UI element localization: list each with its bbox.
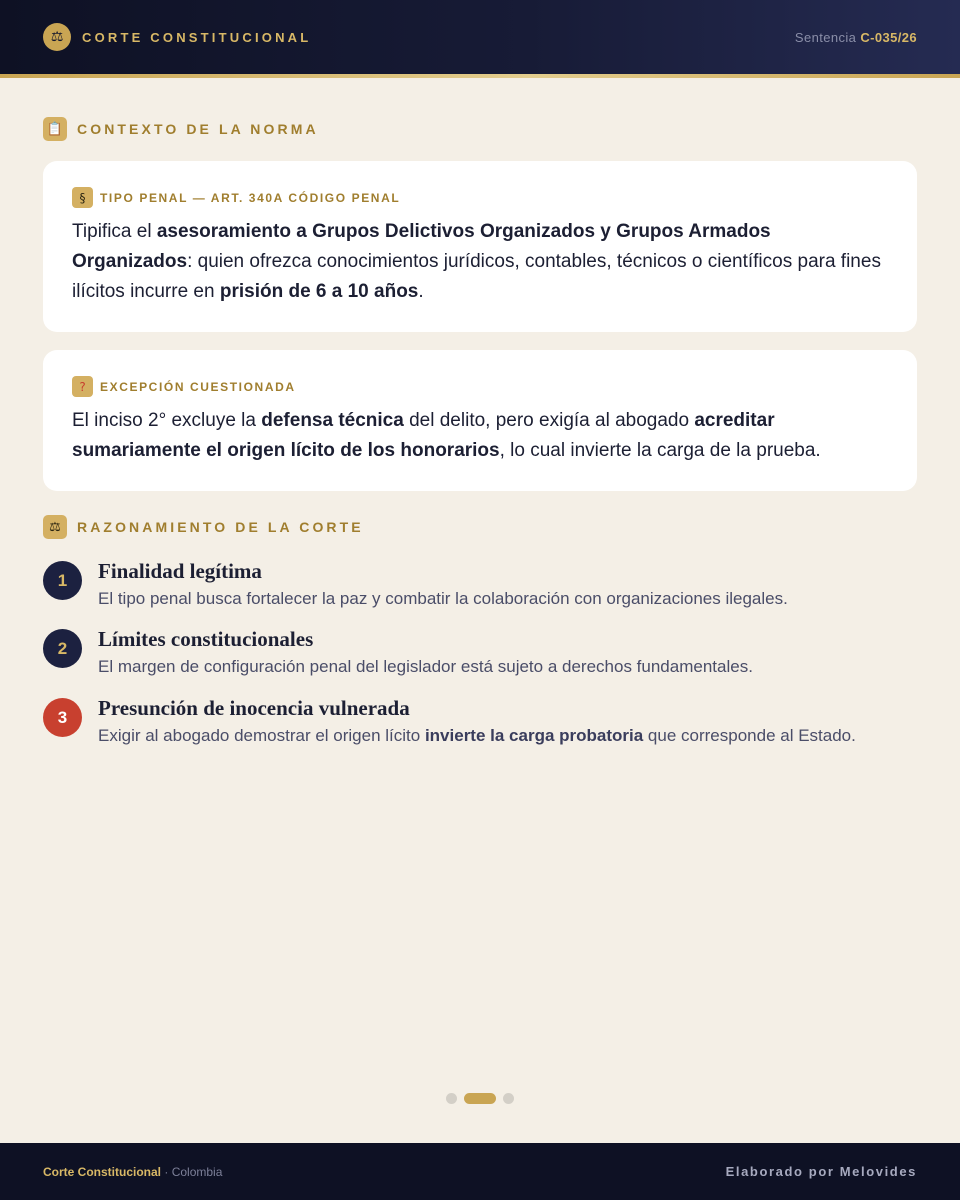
text-run: Tipifica el (72, 221, 157, 242)
item-description: El margen de configuración penal del legislador está sujeto a derechos fundamentales. (98, 657, 753, 676)
top-header (0, 0, 960, 74)
card-label-text: TIPO PENAL — ART. 340A CÓDIGO PENAL (100, 190, 401, 205)
footer-separator: · (161, 1164, 172, 1179)
text-run: que corresponde al Estado. (643, 726, 856, 745)
tipo-penal-card (43, 161, 917, 332)
sentencia-reference (795, 30, 917, 45)
item-number: 3 (43, 698, 82, 737)
scales-icon: ⚖ (43, 23, 71, 51)
brand (43, 23, 311, 51)
reasoning-item-1 (43, 558, 917, 610)
brand-name: CORTE CONSTITUCIONAL (82, 29, 312, 45)
item-title: Presunción de inocencia vulnerada (98, 696, 410, 720)
footer-country: Colombia (171, 1164, 223, 1179)
page-dot-2-active[interactable] (464, 1093, 496, 1104)
page-dot-1[interactable] (446, 1093, 457, 1104)
item-description (98, 725, 917, 747)
text-run: . (418, 281, 424, 302)
excepcion-text (72, 406, 888, 466)
text-run: Exigir al abogado demostrar el origen lícito (98, 726, 425, 745)
text-run: : quien ofrezca conocimientos jurídicos, contables, técnicos o científicos para fines ilícitos incurre en (72, 251, 881, 302)
page-indicator (0, 1093, 960, 1104)
text-bold: acreditar sumariamente el origen lícito de los honorarios (72, 410, 775, 461)
text-bold: asesoramiento a Grupos Delictivos Organizados y Grupos Armados Organizados (72, 221, 771, 272)
item-title: Finalidad legítima (98, 559, 262, 583)
text-bold: defensa técnica (261, 410, 404, 431)
footer (0, 1143, 960, 1200)
card-label (72, 376, 888, 397)
clipboard-icon: 📋 (43, 117, 67, 141)
section-heading-razonamiento (43, 515, 364, 539)
sentencia-id: C-035/26 (860, 29, 917, 45)
scales-icon: ⚖ (43, 515, 67, 539)
reasoning-item-2 (43, 626, 917, 678)
header-gold-divider (0, 74, 960, 78)
question-mark-icon: ? (72, 376, 93, 397)
item-title: Límites constitucionales (98, 627, 314, 651)
footer-brand: Corte Constitucional (43, 1164, 162, 1179)
item-number: 2 (43, 629, 82, 668)
section-heading-contexto (43, 117, 319, 141)
sentencia-label: Sentencia (794, 29, 857, 45)
item-number: 1 (43, 561, 82, 600)
excepcion-card (43, 350, 917, 491)
section-sign-icon: § (72, 187, 93, 208)
page-dot-3[interactable] (503, 1093, 514, 1104)
text-bold: invierte la carga probatoria (424, 726, 644, 745)
section-title: RAZONAMIENTO DE LA CORTE (77, 519, 364, 535)
card-label-text: EXCEPCIÓN CUESTIONADA (100, 379, 296, 394)
item-description: El tipo penal busca fortalecer la paz y combatir la colaboración con organizaciones ilegales. (98, 589, 788, 608)
footer-credit: Elaborado por Melovides (725, 1164, 917, 1179)
text-run: El inciso 2° excluye la (72, 410, 262, 431)
text-run: , lo cual invierte la carga de la prueba. (499, 440, 821, 461)
footer-source (43, 1165, 222, 1179)
text-bold: prisión de 6 a 10 años (219, 281, 419, 302)
reasoning-item-3 (43, 695, 917, 747)
card-label (72, 187, 888, 208)
tipo-penal-text (72, 217, 888, 307)
section-title: CONTEXTO DE LA NORMA (77, 121, 319, 137)
text-run: del delito, pero exigía al abogado (403, 410, 695, 431)
